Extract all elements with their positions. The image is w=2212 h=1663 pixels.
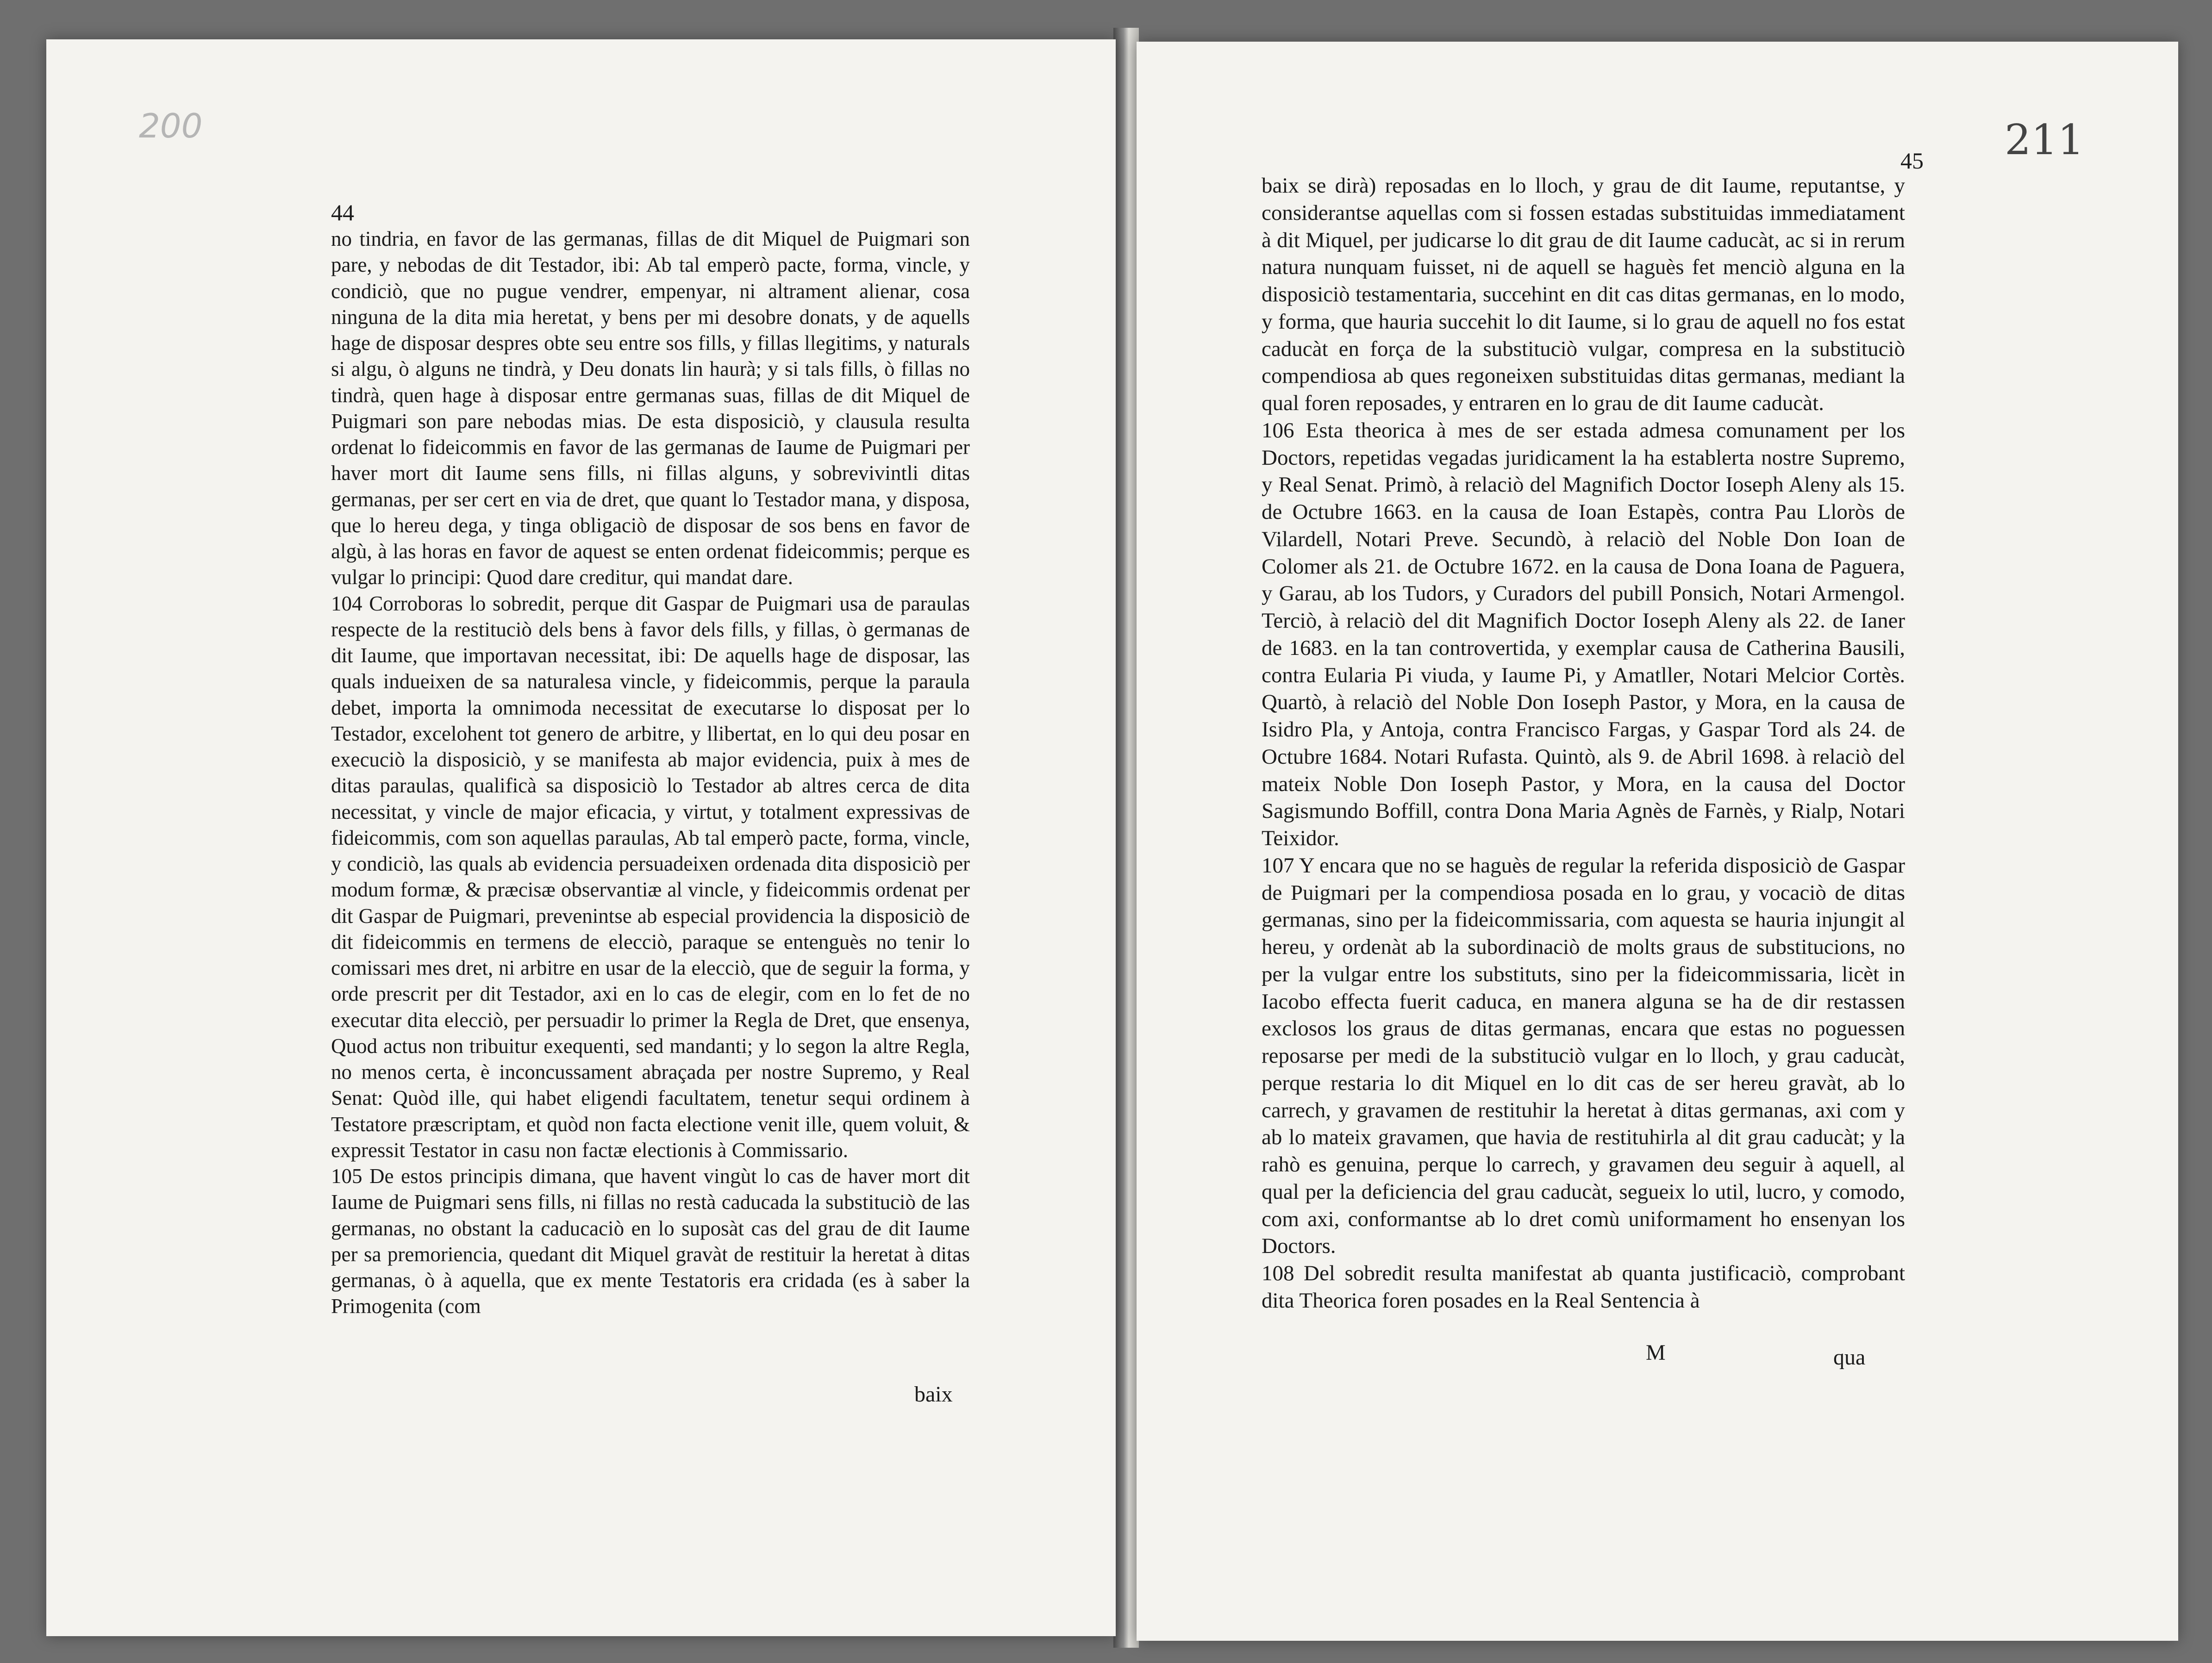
book-gutter: [1113, 28, 1139, 1648]
paragraph: 108 Del sobredit resulta manifestat ab quanta justificaciò, comprobant dita Theorica foren posades en la Real Sentencia à: [1262, 1261, 1905, 1313]
left-page-number: 44: [331, 199, 354, 225]
right-catchword: qua: [1833, 1345, 1866, 1370]
left-catchword: baix: [914, 1382, 953, 1407]
paragraph: 104 Corroboras lo sobredit, perque dit Gaspar de Puigmari usa de paraulas respecte de la restituciò dels bens à favor dels fills, y fillas, ò germanas de dit Iaume, que importavan necessitat, ibi: De aquells hage de disposar, las quals indueixen de sa naturalesa vincle, y fideicommis, perque la paraula debet, importa la omnimoda necessitat de executarse lo disposat per lo Testador, excelohent tot genero de arbitre, y llibertat, en lo qui deu posar en execuciò la disposiciò, y se manifesta ab major evidencia, puix à mes de ditas paraulas, qualificà sa disposiciò lo Testador ab altres cerca de dita necessitat, y vincle de major eficacia, y virtut, y totalment expressivas de fideicommis, com son aquellas paraulas, Ab tal emperò pacte, forma, vincle, y condiciò, las quals ab evidencia persuadeixen ordenada dita disposiciò per modum formæ, & præcisæ observantiæ al vincle, y fideicommis ordenat per dit Gaspar de Puigmari, prevenintse ab especial providencia la disposiciò de dit fideicommis en termens de elecciò, paraque se entenguès no tenir lo comissari mes dret, ni arbitre en usar de la elecciò, que de seguir la forma, y orde prescrit per dit Testador, axi en lo cas de elegir, com en lo fet de no executar dita elecciò, per persuadir lo primer la Regla de Dret, que ensenya, Quod actus non tribuitur exequenti, sed mandanti; y lo segon la altre Regla, no menos certa, è inconcussament abraçada per nostre Supremo, y Real Senat: Quòd ille, qui habet eligendi facultatem, tenetur sequi ordinem à Testatore præscriptam, et quòd non facta electione venit ille, quem voluit, & expressit Testator in casu non factæ electionis à Commissario.: [331, 592, 970, 1162]
paragraph: baix se dirà) reposadas en lo lloch, y grau de dit Iaume, reputantse, y considerantse aquellas com si fossen estadas substituidas immediatament à dit Miquel, per judicarse lo dit grau de dit Iaume caducàt, ac si in rerum natura nunquam fuisset, ni de aquell se haguès fet menciò alguna en la disposiciò testamentaria, succehint en dit cas ditas germanas, en lo modo, y forma, que hauria succehit lo dit Iaume, si lo grau de aquell no fos estat caducàt en força de la substituciò vulgar, compresa en la substituciò compendiosa ab ques regoneixen substituidas ditas germanas, mediant la qual foren reposades, y entraren en lo grau de dit Iaume caducàt.: [1262, 174, 1905, 415]
paragraph: 106 Esta theorica à mes de ser estada admesa comunament per los Doctors, repetidas vegadas juridicament la ha establerta nostre Supremo, y Real Senat. Primò, à relaciò del Magnifich Doctor Ioseph Aleny als 15. de Octubre 1663. en la causa de Ioan Estapès, contra Pau Lloròs de Vilardell, Notari Preve. Secundò, à relaciò del Noble Don Ioan de Colomer als 21. de Octubre 1672. en la causa de Dona Ioana de Paguera, y Garau, ab los Tudors, y Curadors del pubill Ponsich, Notari Armengol. Terciò, à relaciò del dit Magnifich Doctor Ioseph Aleny als 22. de Ianer de 1683. en la tan controvertida, y exemplar causa de Catherina Bausili, contra Eularia Pi viuda, y Iaume Pi, y Amatller, Notari Melcior Cortès. Quartò, à relaciò del Noble Don Ioseph Pastor, y Mora, en la causa de Isidro Pla, y Antoja, contra Francisco Fargas, y Gaspar Tord als 24. de Octubre 1684. Notari Rufasta. Quintò, als 9. de Abril 1698. à relaciò del mateix Noble Don Ioseph Pastor, y Mora, en la causa del Doctor Sagismundo Boffill, contra Dona Maria Agnès de Farnès, y Rialp, Notari Teixidor.: [1262, 418, 1905, 850]
right-text-block: [1262, 172, 1905, 1314]
right-page-number: 45: [1900, 148, 1924, 174]
paragraph: 105 De estos principis dimana, que havent vingùt lo cas de haver mort dit Iaume de Puigmari sens fills, ni fillas no restà caducada la substituciò de las germanas, no obstant la caducaciò en lo suposàt cas del grau de dit Iaume per sa premoriencia, quedant dit Miquel gravàt de restituir la heretat à ditas germanas, ò à aquella, que ex mente Testatoris era cridada (es à saber la Primogenita (com: [331, 1165, 970, 1318]
right-pencil-mark: 211: [2005, 116, 2084, 164]
left-pencil-mark: 200: [139, 106, 203, 145]
signature-mark: M: [1646, 1340, 1666, 1365]
paragraph: 107 Y encara que no se haguès de regular la referida disposiciò de Gaspar de Puigmari per la compendiosa posada en lo grau, y vocaciò de ditas germanas, sino per la fideicommissaria, com aquesta se hauria injungit al hereu, y ordenàt ab la subordinaciò de molts graus de substitucions, no per la vulgar entre los substituts, sino per la fideicommissaria, licèt in Iacobo effecta fuerit caduca, en manera alguna se ha de dir restassen exclosos los graus de ditas germanas, encara que estas no poguessen reposarse per medi de la substituciò vulgar en lo lloch, y grau caducàt, perque restaria lo dit Miquel en lo dit cas de ser hereu gravàt, ab lo carrech, y gravamen de restituhir la heretat à ditas germanas, axi com y ab lo mateix gravamen, que havia de restituhirla al dit grau caducàt; y la rahò es genuina, perque lo carrech, y gravamen deu seguir à aquell, al qual per la deficiencia del grau caducàt, segueix lo util, lucro, y comodo, com axi, conformantse ab lo dret comù uniformament ho ensenyan los Doctors.: [1262, 853, 1905, 1258]
left-text-block: [331, 226, 970, 1320]
paragraph: no tindria, en favor de las germanas, fillas de dit Miquel de Puigmari son pare, y nebodas de dit Testador, ibi: Ab tal emperò pacte, forma, vincle, y condiciò, que no pugue vendrer, empenyar, ni altrament alienar, cosa ninguna de la dita mia heretat, y bens per mi desobre donats, y de aquells hage de disposar despres obte seu entre sos fills, y fillas llegitims, y naturals si algu, ò alguns ne tindrà, y Deu donats lin haurà; y si tals fills, ò fillas no tindrà, quen hage à disposar entre germanas suas, fillas de dit Miquel de Puigmari son pare nebodas mias. De esta disposiciò, y clausula resulta ordenat lo fideicommis en favor de las germanas de Iaume de Puigmari per haver mort dit Iaume sens fills, ni fillas alguns, y sobrevivintli ditas germanas, per ser cert en via de dret, que quant lo Testador mana, y disposa, que lo hereu dega, y tinga obligaciò de disposar de sos bens en favor de algù, à las horas en favor de aquest se enten ordenat fideicommis; perque es vulgar lo principi: Quod dare creditur, qui mandat dare.: [331, 227, 970, 589]
